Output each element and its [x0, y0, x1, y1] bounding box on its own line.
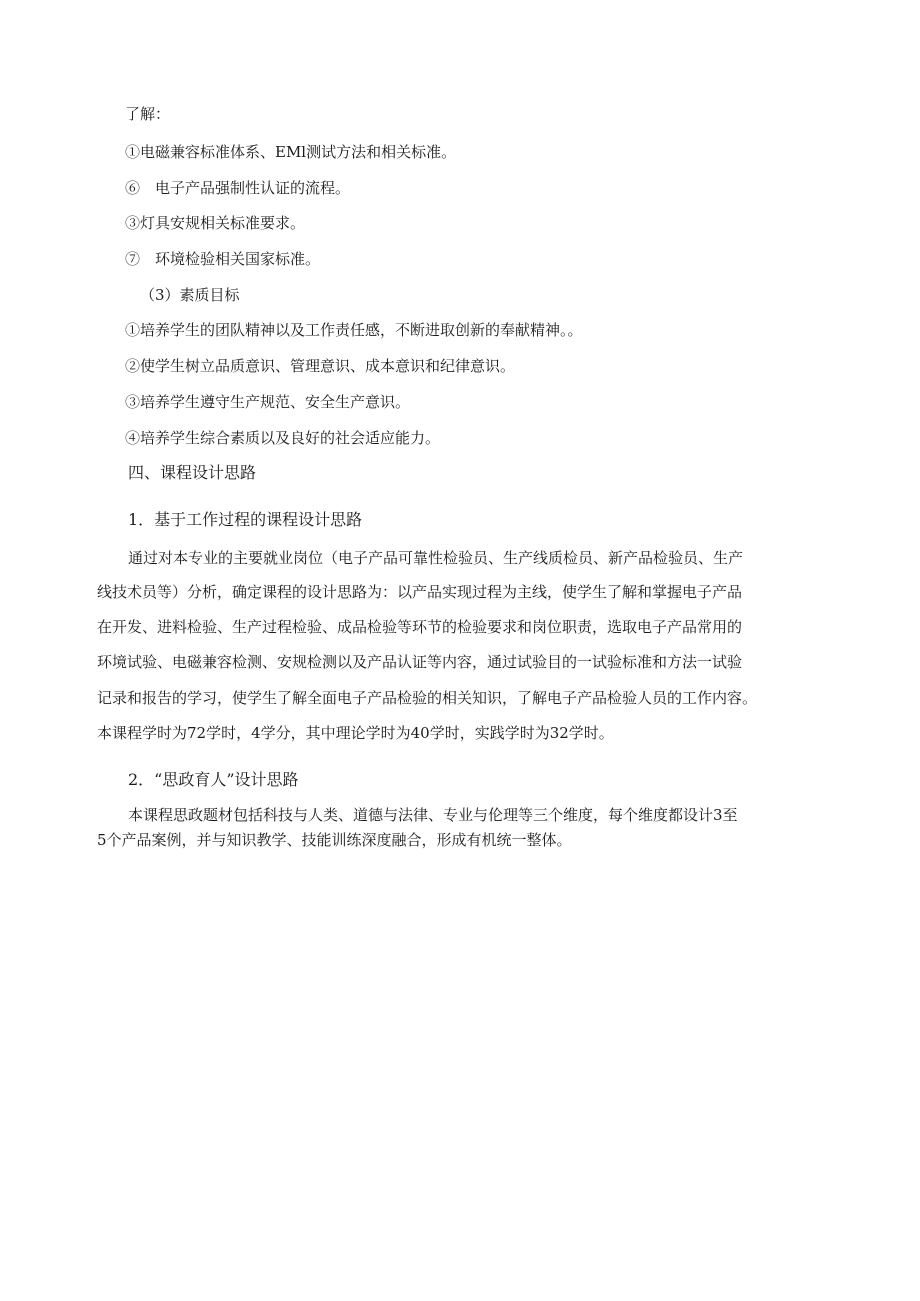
paragraph-line: 5个产品案例，并与知识教学、技能训练深度融合，形成有机统一整体。	[97, 831, 572, 849]
learn-item: ③灯具安规相关标准要求。	[125, 214, 306, 232]
learn-item: ①电磁兼容标准体系、EMl测试方法和相关标准。	[125, 143, 457, 161]
subsection-2-heading: 2．“思政育人”设计思路	[128, 770, 299, 789]
quality-item: ②使学生树立品质意识、管理意识、成本意识和纪律意识。	[125, 357, 516, 375]
paragraph-line: 本课程思政题材包括科技与人类、道德与法律、专业与伦理等三个维度，每个维度都设计3至	[128, 806, 738, 824]
section-4-heading: 四、课程设计思路	[128, 463, 257, 482]
paragraph-line: 线技术员等）分析，确定课程的设计思路为：以产品实现过程为主线，使学生了解和掌握电子产品	[97, 583, 743, 601]
paragraph-line: 在开发、进料检验、生产过程检验、成品检验等环节的检验要求和岗位职责，选取电子产品常用的	[97, 618, 743, 636]
quality-item: ①培养学生的团队精神以及工作责任感，不断进取创新的奉献精神。。	[125, 321, 583, 339]
quality-goal-title: （3）素质目标	[140, 286, 240, 304]
quality-item: ④培养学生综合素质以及良好的社会适应能力。	[125, 429, 441, 447]
learn-item: ⑥ 电子产品强制性认证的流程。	[125, 179, 351, 197]
paragraph-line: 环境试验、电磁兼容检测、安规检测以及产品认证等内容，通过试验目的一试验标准和方法一试验	[97, 653, 743, 671]
learn-item: ⑦ 环境检验相关国家标准。	[125, 250, 321, 268]
learn-label: 了解：	[125, 105, 171, 123]
paragraph-line: 本课程学时为72学时，4学分，其中理论学时为40学时，实践学时为32学时。	[97, 724, 614, 742]
paragraph-line: 通过对本专业的主要就业岗位（电子产品可靠性检验员、生产线质检员、新产品检验员、生产	[128, 549, 744, 567]
paragraph-line: 记录和报告的学习，使学生了解全面电子产品检验的相关知识，了解电子产品检验人员的工作内容。	[97, 689, 758, 707]
quality-item: ③培养学生遵守生产规范、安全生产意识。	[125, 393, 411, 411]
subsection-1-heading: 1．基于工作过程的课程设计思路	[128, 510, 363, 529]
